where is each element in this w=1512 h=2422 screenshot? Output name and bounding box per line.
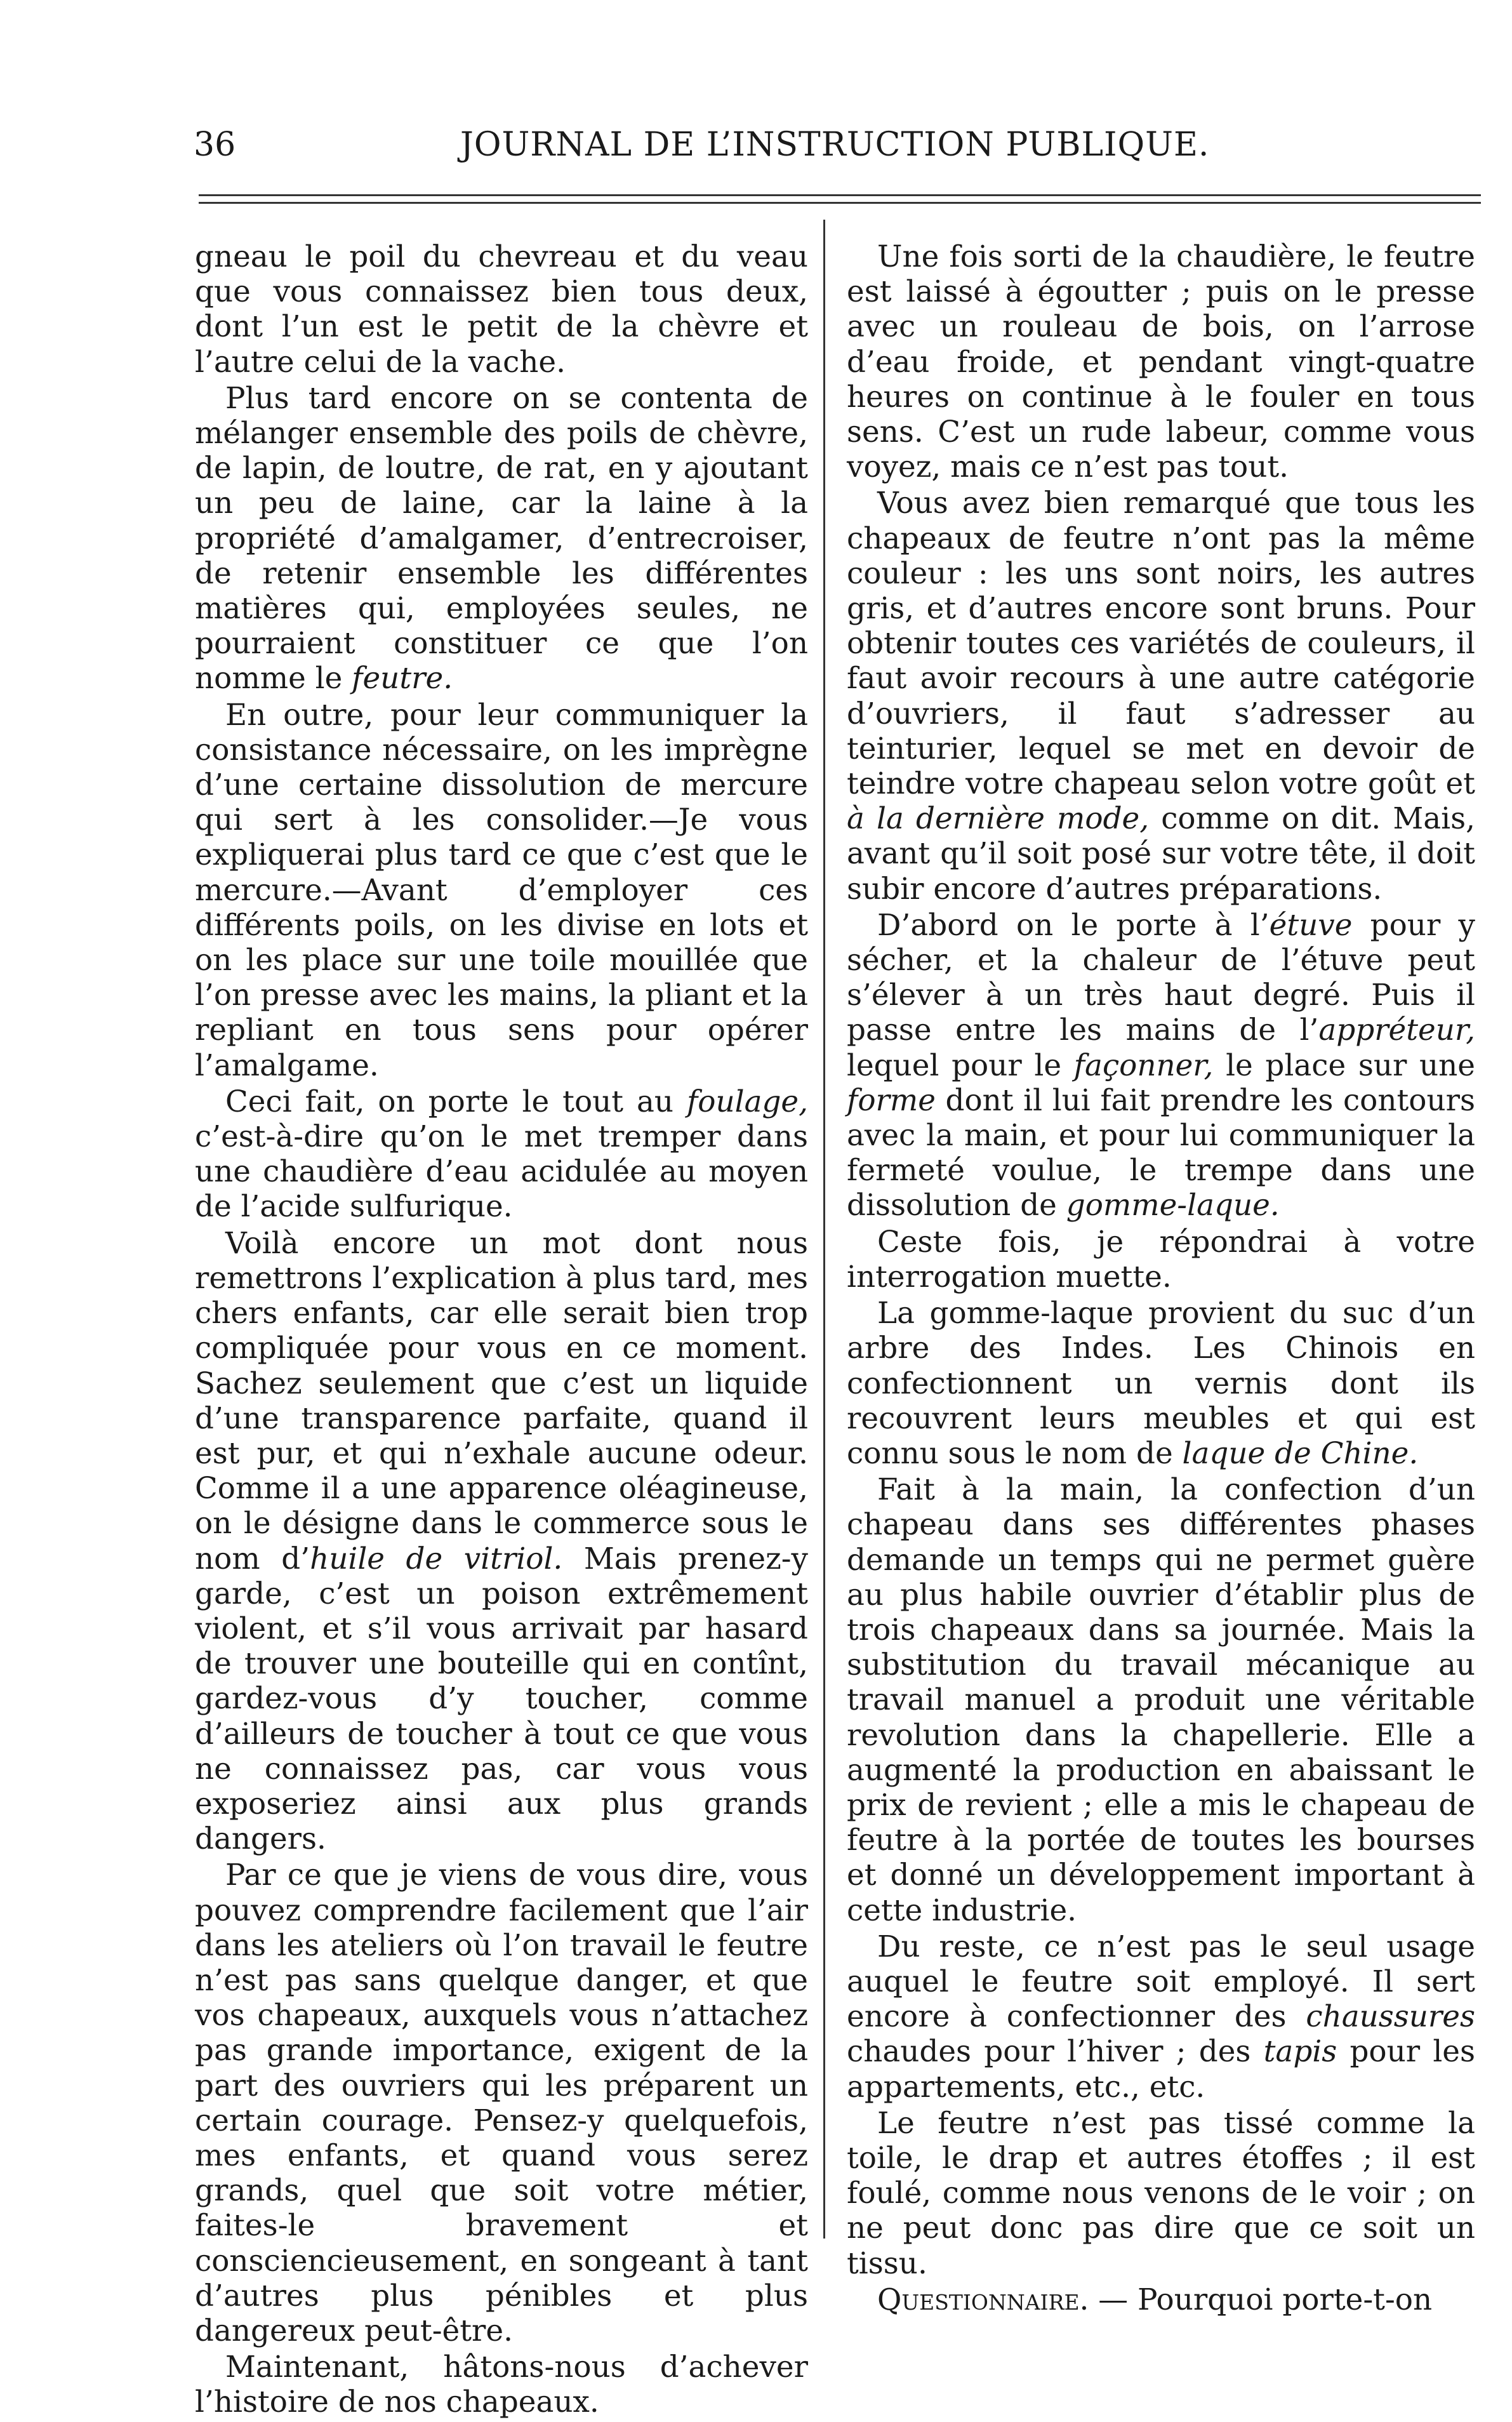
paragraph: Le feutre n’est pas tissé comme la toile, le drap et autres étoffes ; il est foulé, comme nous venons de le voir ; on ne peut donc pas dire que ce soit un tissu. xyxy=(847,2106,1475,2281)
running-head: JOURNAL DE L’INSTRUCTION PUBLIQUE. xyxy=(460,126,1210,164)
questionnaire-line xyxy=(847,2283,1475,2318)
paragraph xyxy=(847,908,1475,1224)
text: Plus tard encore on se contenta de mélanger ensemble des poils de chèvre, de lapin, de loutre, de rat, en y ajoutant un peu de laine, car la laine à la propriété d’amalgamer, d’entrecroiser, de retenir ensemble les différentes matières qui, employées seules, ne pourraient constituer ce que l’on nomme le xyxy=(195,381,808,696)
term: façonner, xyxy=(1073,1048,1214,1083)
questionnaire-label: Questionnaire. xyxy=(877,2282,1089,2317)
text: Voilà encore un mot dont nous remettrons l’explication à plus tard, mes chers enfants, car elle serait bien trop compliquée pour vous en ce moment. Sachez seulement que c’est un liquide d’une transparence parfaite, quand il est pur, et qui n’exhale aucune odeur. Comme il a une apparence oléagineuse, on le désigne dans le commerce sous le nom d’ xyxy=(195,1226,808,1576)
header-rule-top xyxy=(199,194,1481,196)
text: Vous avez bien remarqué que tous les chapeaux de feutre n’ont pas la même couleur : les uns sont noirs, les autres gris, et d’autres encore sont bruns. Pour obtenir toutes ces variétés de couleurs, il faut avoir recours à une autre catégorie d’ouvriers, il faut s’adresser au teinturier, lequel se met en devoir de teindre votre chapeau selon votre goût et xyxy=(847,486,1475,802)
header-rule-bottom xyxy=(199,202,1481,204)
text: pour les appartements, etc., etc. xyxy=(847,2035,1475,2105)
term: à la dernière mode, xyxy=(847,802,1150,837)
text: dont il lui fait prendre les contours avec la main, et pour lui communiquer la fermeté voulue, le trempe dans une dissolution de xyxy=(847,1083,1475,1223)
text: c’est-à-dire qu’on le met tremper dans une chaudière d’eau acidulée au moyen de l’acide sulfurique. xyxy=(195,1120,808,1225)
text: Ceci fait, on porte le tout au xyxy=(225,1084,687,1119)
paragraph xyxy=(195,1085,808,1225)
term: étuve xyxy=(1269,908,1353,943)
paragraph xyxy=(847,1296,1475,1472)
text: — Pourquoi porte-t-on xyxy=(1089,2282,1433,2317)
term: forme xyxy=(847,1083,936,1118)
term: huile de vitriol. xyxy=(310,1541,563,1576)
paragraph xyxy=(195,382,808,697)
paragraph xyxy=(195,1227,808,1858)
left-column xyxy=(195,240,808,2422)
text: Mais prenez-y garde, c’est un poison extrêmement violent, et s’il vous arrivait par hasard de trouver une bouteille qui en contînt, gardez-vous d’y toucher, comme d’ailleurs de toucher à tout ce que vous ne connaissez pas, car vous vous exposeriez ainsi aux plus grands dangers. xyxy=(195,1541,808,1857)
paragraph: Une fois sorti de la chaudière, le feutre est laissé à égoutter ; puis on le presse avec un rouleau de bois, on l’arrose d’eau froide, et pendant vingt-quatre heures on continue à le fouler en tous sens. C’est un rude labeur, comme vous voyez, mais ce n’est pas tout. xyxy=(847,240,1475,485)
paragraph: Par ce que je viens de vous dire, vous pouvez comprendre facilement que l’air dans les ateliers où l’on travail le feutre n’est pas sans quelque danger, et que vos chapeaux, auxquels vous n’attachez pas grande importance, exigent de la part des ouvriers qui les préparent un certain courage. Pensez-y quelquefois, mes enfants, et quand vous serez grands, quel que soit votre métier, faites-le bravement et consciencieusement, en songeant à tant d’autres plus pénibles et plus dangereux peut-être. xyxy=(195,1858,808,2348)
text: D’abord on le porte à l’ xyxy=(877,908,1270,943)
term: foulage, xyxy=(686,1084,808,1119)
term: tapis xyxy=(1263,2035,1337,2070)
paragraph xyxy=(847,1930,1475,2105)
right-column xyxy=(847,240,1475,2319)
text: La gomme-laque provient du suc d’un arbre des Indes. Les Chinois en confectionnent un vernis dont ils recouvrent leurs meubles et qui est connu sous le nom de xyxy=(847,1296,1475,1471)
text: chaudes pour l’hiver ; des xyxy=(847,2035,1264,2070)
column-divider xyxy=(823,220,825,2239)
paragraph: Ceste fois, je répondrai à votre interrogation muette. xyxy=(847,1225,1475,1294)
term: laque de Chine. xyxy=(1182,1436,1419,1471)
paragraph: gneau le poil du chevreau et du veau que vous connaissez bien tous deux, dont l’un est le petit de la chèvre et l’autre celui de la vache. xyxy=(195,240,808,380)
text: comme on dit. Mais, avant qu’il soit posé sur votre tête, il doit subir encore d’autres préparations. xyxy=(847,802,1475,907)
paragraph: Fait à la main, la confection d’un chapeau dans ses différentes phases demande un temps qui ne permet guère au plus habile ouvrier d’établir plus de trois chapeaux dans sa journée. Mais la substitution du travail mécanique au travail manuel a produit une véritable revolution dans la chapellerie. Elle a augmenté la production en abaissant le prix de revient ; elle a mis le chapeau de feutre à la portée de toutes les bourses et donné un développement important à cette industrie. xyxy=(847,1473,1475,1928)
paragraph xyxy=(847,486,1475,907)
text: le place sur une xyxy=(1213,1048,1475,1083)
term: appréteur, xyxy=(1318,1013,1475,1048)
page-number: 36 xyxy=(194,126,236,164)
term: feutre. xyxy=(352,662,453,696)
term: gomme-laque. xyxy=(1066,1188,1280,1223)
text: lequel pour le xyxy=(847,1048,1074,1083)
paragraph: Maintenant, hâtons-nous d’achever l’histoire de nos chapeaux. xyxy=(195,2350,808,2420)
term: chaussures xyxy=(1306,2000,1475,2035)
text: pour y sécher, et la chaleur de l’étuve peut s’élever à un très haut degré. Puis il passe entre les mains de l’ xyxy=(847,908,1475,1048)
text: Du reste, ce n’est pas le seul usage auquel le feutre soit employé. Il sert encore à confectionner des xyxy=(847,1929,1475,2035)
paragraph: En outre, pour leur communiquer la consistance nécessaire, on les imprègne d’une certaine dissolution de mercure qui sert à les consolider.—Je vous expliquerai plus tard ce que c’est que le mercure.—Avant d’employer ces différents poils, on les divise en lots et on les place sur une toile mouillée que l’on presse avec les mains, la pliant et la repliant en tous sens pour opérer l’amalgame. xyxy=(195,698,808,1083)
